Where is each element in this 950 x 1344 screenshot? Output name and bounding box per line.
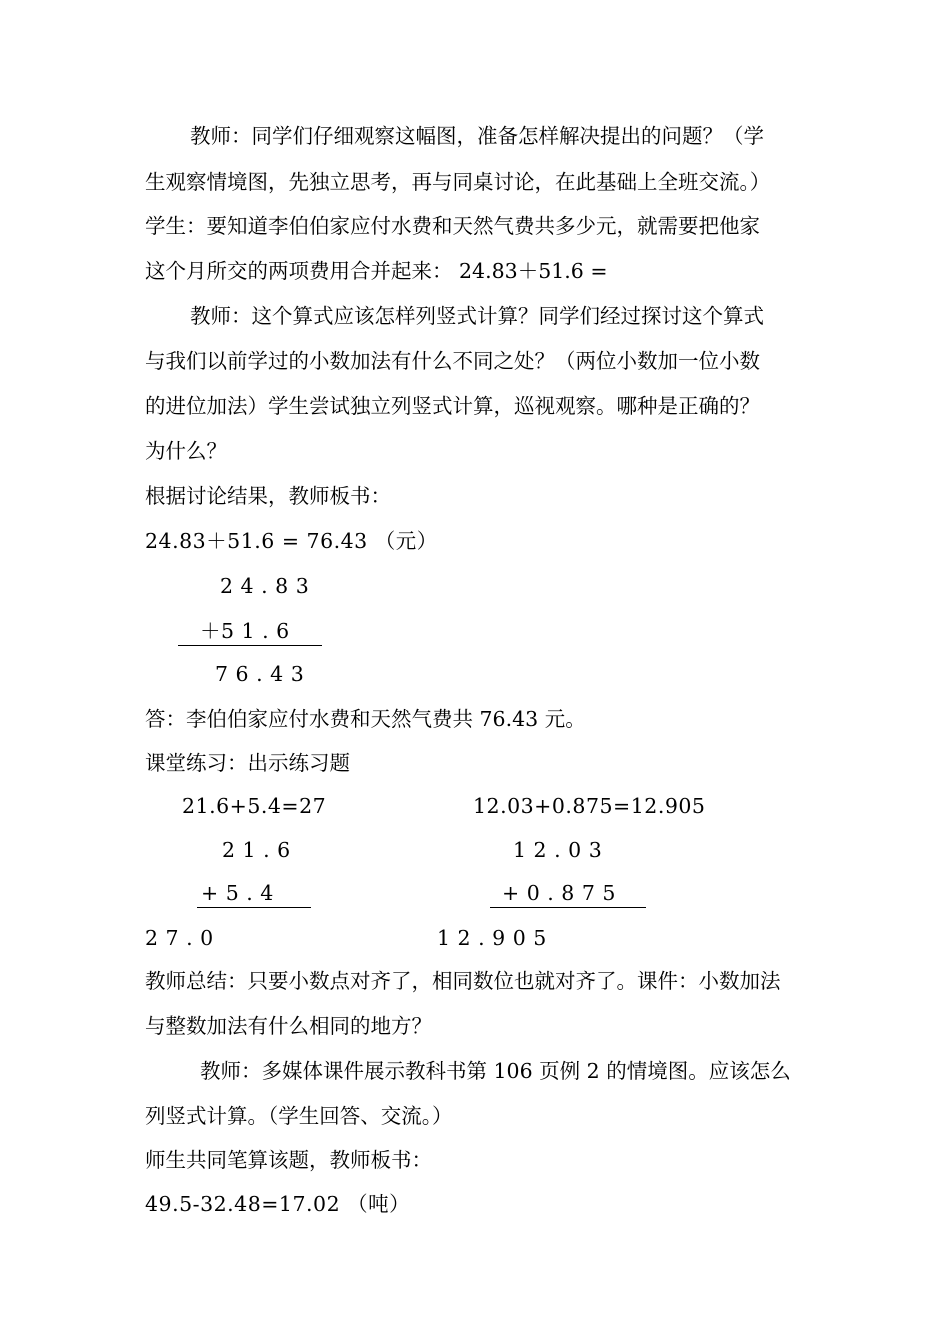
paragraph-line: 教师：多媒体课件展示教科书第 106 页例 2 的情境图。应该怎么 [200,1059,791,1083]
paragraph-line: 与我们以前学过的小数加法有什么不同之处？（两位小数加一位小数 [145,349,760,373]
vertical-calc-row [178,617,322,646]
paragraph-line: 这个月所交的两项费用合并起来： 24.83＋51.6 = [145,259,608,283]
equation-line: 49.5-32.48=17.02 （吨） [145,1192,411,1216]
vertical-calc-row: 1 2 . 0 3 [513,838,603,862]
paragraph-line: 生观察情境图，先独立思考，再与同桌讨论，在此基础上全班交流。） [145,170,771,194]
paragraph-line: 列竖式计算。（学生回答、交流。） [145,1104,453,1128]
vertical-calc-underlined: ＋5 1 . 6 [178,617,322,646]
paragraph-line: 的进位加法）学生尝试独立列竖式计算，巡视观察。哪种是正确的？ [145,394,760,418]
exercise-equation: 21.6+5.4=27 [182,794,327,818]
exercise-equation: 12.03+0.875=12.905 [473,794,706,818]
answer-line: 答：李伯伯家应付水费和天然气费共 76.43 元。 [145,707,586,731]
vertical-calc-row [197,879,311,908]
section-title: 课堂练习：出示练习题 [145,751,350,775]
paragraph-line: 与整数加法有什么相同的地方？ [145,1014,432,1038]
paragraph-line: 为什么？ [145,439,227,463]
paragraph-line: 学生：要知道李伯伯家应付水费和天然气费共多少元，就需要把他家 [145,214,760,238]
equation-line: 24.83＋51.6 = 76.43 （元） [145,529,438,553]
vertical-calc-row: 2 4 . 8 3 [220,574,310,598]
vertical-calc-row [490,879,646,908]
vertical-calc-row: 1 2 . 9 0 5 [437,926,547,950]
paragraph-line: 师生共同笔算该题，教师板书： [145,1148,432,1172]
vertical-calc-row: 2 1 . 6 [222,838,291,862]
vertical-calc-underlined: + 5 . 4 [197,879,311,908]
vertical-calc-underlined: + 0 . 8 7 5 [490,879,646,908]
vertical-calc-row: 2 7 . 0 [145,926,214,950]
paragraph-line: 根据讨论结果，教师板书： [145,484,391,508]
paragraph-line: 教师：这个算式应该怎样列竖式计算？同学们经过探讨这个算式 [190,304,764,328]
paragraph-line: 教师总结：只要小数点对齐了，相同数位也就对齐了。课件：小数加法 [145,969,781,993]
paragraph-line: 教师：同学们仔细观察这幅图，准备怎样解决提出的问题？（学 [190,124,764,148]
vertical-calc-row: 7 6 . 4 3 [215,662,305,686]
